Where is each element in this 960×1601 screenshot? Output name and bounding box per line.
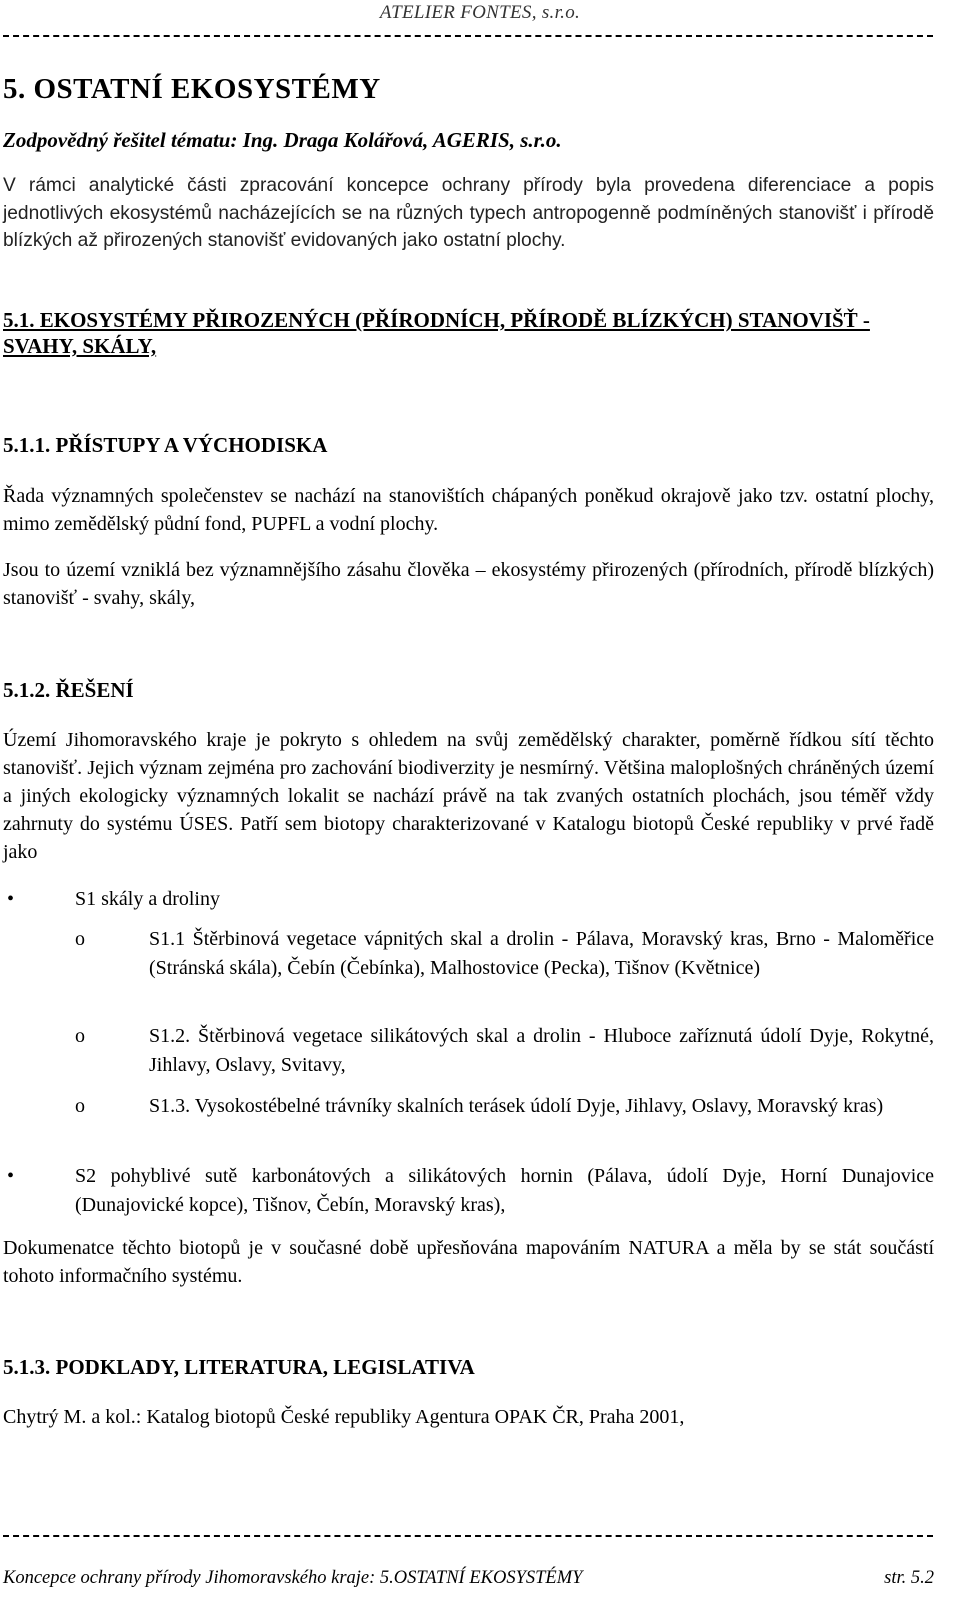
subsection-1-paragraph-1: Řada významných společenstev se nachází na stanovištích chápaných poněkud okrajově jako tzv. ostatní plochy, mimo zemědělský půdní fond, PUPFL a vodní plochy. xyxy=(3,485,934,535)
list-item xyxy=(3,885,934,915)
footer xyxy=(3,1568,934,1589)
bullet-marker: • xyxy=(7,888,15,910)
subsection-2-title: 5.1.2. ŘEŠENÍ xyxy=(3,678,134,702)
subsection-3-title: 5.1.3. PODKLADY, LITERATURA, LEGISLATIVA xyxy=(3,1355,475,1379)
subsection-1-title: 5.1.1. PŘÍSTUPY A VÝCHODISKA xyxy=(3,433,328,457)
section-title: 5.1. EKOSYSTÉMY PŘIROZENÝCH (PŘÍRODNÍCH, PŘÍRODĚ BLÍZKÝCH) STANOVIŠŤ - SVAHY, SKÁLY, xyxy=(3,308,870,358)
list-item xyxy=(3,1162,934,1220)
sub-list-item xyxy=(3,925,934,1011)
list-item-text: S2 pohyblivé sutě karbonátových a silikátových hornin (Pálava, údolí Dyje, Horní Dunajovice (Dunajovické kopce), Tišnov, Čebín, Moravský kras), xyxy=(75,1165,934,1216)
sub-marker: o xyxy=(75,928,85,950)
sub-list-item xyxy=(3,1022,934,1080)
sub-list-item-text: S1.1 Štěrbinová vegetace vápnitých skal a drolin - Pálava, Moravský kras, Brno - Maloměřice (Stránská skála), Čebín (Čebínka), Malhostovice (Pecka), Tišnov (Květnice) xyxy=(149,928,934,979)
header-company: ATELIER FONTES, s.r.o. xyxy=(379,2,581,23)
sub-list-item-text: S1.2. Štěrbinová vegetace silikátových skal a drolin - Hluboce zaříznutá údolí Dyje, Rokytné, Jihlavy, Oslavy, Svitavy, xyxy=(149,1025,934,1076)
page-number: str. 5.2 xyxy=(884,1568,934,1588)
sub-marker: o xyxy=(75,1025,85,1047)
chapter-title: 5. OSTATNÍ EKOSYSTÉMY xyxy=(3,73,381,105)
header-divider xyxy=(3,35,933,37)
intro-paragraph: V rámci analytické části zpracování koncepce ochrany přírody byla provedena diferenciace a popis jednotlivých ekosystémů nacházejících se na různých typech antropogenně podmíněných stanovišť i přírodě blízkých až přirozených stanovišť evidovaných jako ostatní plochy. xyxy=(3,175,934,251)
bullet-marker: • xyxy=(7,1165,15,1187)
subsection-3-paragraph-1: Chytrý M. a kol.: Katalog biotopů České republiky Agentura OPAK ČR, Praha 2001, xyxy=(3,1406,685,1428)
responsible-line: Zodpovědný řešitel tématu: Ing. Draga Kolářová, AGERIS, s.r.o. xyxy=(3,128,562,152)
sub-marker: o xyxy=(75,1095,85,1117)
sub-list-item xyxy=(3,1092,934,1150)
subsection-2-paragraph-1: Území Jihomoravského kraje je pokryto s ohledem na svůj zemědělský charakter, poměrně řídkou sítí těchto stanovišť. Jejich význam zejména pro zachování biodiverzity je nesmírný. Většina maloplošných chráněných území a jiných ekologicky významných lokalit se nachází právě na tak zvaných ostatních plochách, jsou téměř vždy zahrnuty do systému ÚSES. Patří sem biotopy charakterizované v Katalogu biotopů České republiky v prvé řadě jako xyxy=(3,729,934,863)
sub-list-item-text: S1.3. Vysokostébelné trávníky skalních terásek údolí Dyje, Jihlavy, Oslavy, Moravský kras) xyxy=(149,1095,884,1117)
subsection-1-paragraph-2: Jsou to území vzniklá bez významnějšího zásahu člověka – ekosystémy přirozených (přírodních, přírodě blízkých) stanovišť - svahy, skály, xyxy=(3,559,934,609)
footer-divider xyxy=(3,1535,933,1537)
footer-document-title: Koncepce ochrany přírody Jihomoravského kraje: 5.OSTATNÍ EKOSYSTÉMY xyxy=(3,1568,583,1588)
list-item-text: S1 skály a droliny xyxy=(75,888,220,910)
subsection-2-paragraph-2: Dokumenatce těchto biotopů je v současné době upřesňována mapováním NATURA a měla by se stát součástí tohoto informačního systému. xyxy=(3,1237,934,1287)
